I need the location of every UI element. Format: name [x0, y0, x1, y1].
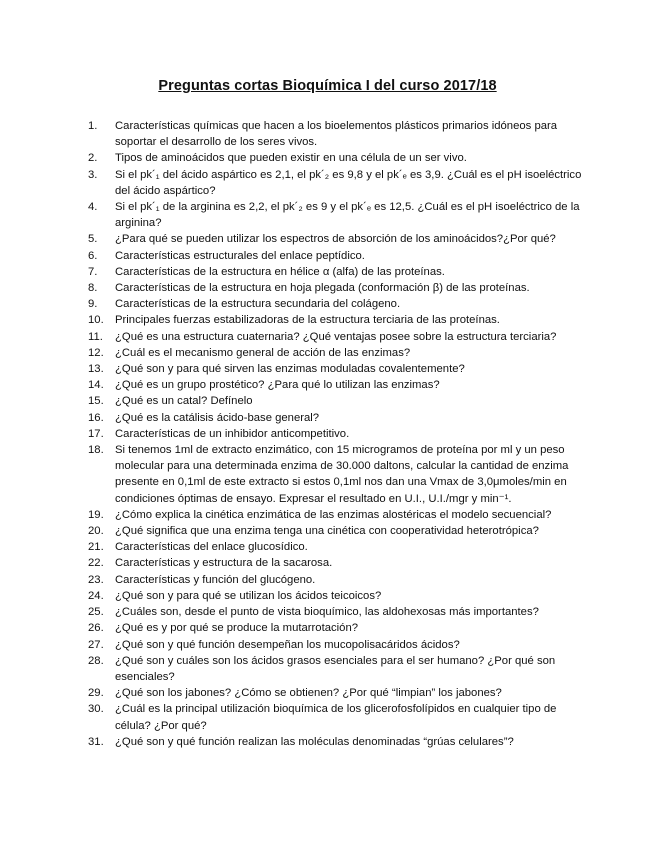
- list-item: [88, 572, 583, 588]
- question-number: 27.: [88, 638, 104, 651]
- question-text: ¿Qué son y cuáles son los ácidos grasos esenciales para el ser humano? ¿Por qué son esenciales?: [115, 654, 556, 683]
- question-text: Características de la estructura en hoja plegada (conformación β) de las proteínas.: [115, 282, 530, 295]
- question-number: 1.: [88, 120, 98, 132]
- list-item: [88, 426, 583, 442]
- question-number: 20.: [88, 525, 104, 538]
- list-item: [88, 393, 583, 409]
- list-item: [88, 539, 583, 555]
- question-text: ¿Qué es un catal? Defínelo: [115, 395, 253, 408]
- question-number: 5.: [88, 233, 98, 246]
- question-number: 18.: [88, 444, 104, 457]
- question-number: 7.: [88, 265, 98, 278]
- question-number: 23.: [88, 573, 104, 586]
- list-item: [88, 555, 583, 571]
- list-item: [88, 377, 583, 393]
- question-number: 8.: [88, 282, 98, 295]
- question-number: 21.: [88, 541, 104, 554]
- question-text: Si el pk´₁ de la arginina es 2,2, el pk´₂ es 9 y el pk´ₑ es 12,5. ¿Cuál es el pH isoeléctrico de la arginina?: [115, 201, 580, 230]
- question-number: 9.: [88, 298, 98, 311]
- question-text: ¿Qué son los jabones? ¿Cómo se obtienen? ¿Por qué “limpian” los jabones?: [115, 687, 502, 700]
- list-item: [88, 588, 583, 604]
- question-text: Características y función del glucógeno.: [115, 573, 316, 586]
- list-item: [88, 701, 583, 733]
- list-item: [88, 507, 583, 523]
- list-item: [88, 345, 583, 361]
- question-text: ¿Qué es y por qué se produce la mutarrotación?: [115, 622, 359, 635]
- list-item: [88, 264, 583, 280]
- question-text: Características de la estructura secundaria del colágeno.: [115, 298, 401, 311]
- question-number: 29.: [88, 687, 104, 700]
- question-number: 15.: [88, 395, 104, 408]
- list-item: [88, 604, 583, 620]
- question-text: ¿Cuál es la principal utilización bioquímica de los glicerofosfolípidos en cualquier tipo de célula? ¿Por qué?: [115, 703, 557, 732]
- question-number: 22.: [88, 557, 104, 570]
- question-text: ¿Cómo explica la cinética enzimática de las enzimas alostéricas el modelo secuencial?: [115, 508, 552, 521]
- question-number: 10.: [88, 314, 104, 327]
- question-text: Características de la estructura en hélice α (alfa) de las proteínas.: [115, 265, 445, 278]
- question-number: 24.: [88, 589, 104, 602]
- question-text: Características del enlace glucosídico.: [115, 541, 308, 554]
- question-number: 13.: [88, 363, 104, 376]
- question-text: ¿Qué es una estructura cuaternaria? ¿Qué ventajas posee sobre la estructura terciaria?: [115, 330, 557, 343]
- list-item: [88, 410, 583, 426]
- question-number: 17.: [88, 427, 104, 440]
- question-text: ¿Cuáles son, desde el punto de vista bioquímico, las aldohexosas más importantes?: [115, 606, 539, 619]
- question-number: 4.: [88, 201, 98, 214]
- question-number: 6.: [88, 249, 98, 262]
- question-text: ¿Qué son y qué función desempeñan los mucopolisacáridos ácidos?: [115, 638, 460, 651]
- question-number: 11.: [88, 330, 103, 343]
- question-text: Si tenemos 1ml de extracto enzimático, con 15 microgramos de proteína por ml y un peso molecular para una determinada enzima de 30.000 daltons, calcular la cantidad de enzima presente en 0,1ml de este extracto si estos 0,1ml nos dan una Vmax de 3,0μmoles/min en condiciones óptimas de ensayo. Expresar el resultado en U.I., U.I./mgr y min⁻¹.: [115, 444, 569, 505]
- question-text: Características y estructura de la sacarosa.: [115, 557, 333, 570]
- list-item: [88, 329, 583, 345]
- question-number: 30.: [88, 703, 104, 716]
- list-item: [88, 248, 583, 264]
- list-item: [88, 199, 583, 231]
- question-text: ¿Cuál es el mecanismo general de acción de las enzimas?: [115, 346, 411, 359]
- list-item: [88, 150, 583, 166]
- list-item: [88, 280, 583, 296]
- question-number: 28.: [88, 654, 104, 667]
- list-item: [88, 296, 583, 312]
- question-text: ¿Qué son y para qué sirven las enzimas moduladas covalentemente?: [115, 363, 465, 376]
- question-text: ¿Qué es un grupo prostético? ¿Para qué lo utilizan las enzimas?: [115, 379, 440, 392]
- list-item: [88, 734, 583, 750]
- question-text: Si el pk´₁ del ácido aspártico es 2,1, el pk´₂ es 9,8 y el pk´ₑ es 3,9. ¿Cuál es el pH isoeléctrico del ácido aspártico?: [115, 168, 582, 197]
- list-item: [88, 231, 583, 247]
- list-item: [88, 637, 583, 653]
- question-text: ¿Qué es la catálisis ácido-base general?: [115, 411, 320, 424]
- question-number: 2.: [88, 152, 98, 165]
- document-title: Preguntas cortas Bioquímica I del curso 2017/18: [158, 78, 497, 94]
- list-item: [88, 361, 583, 377]
- question-text: ¿Para qué se pueden utilizar los espectros de absorción de los aminoácidos?¿Por qué?: [115, 233, 556, 246]
- question-number: 12.: [88, 346, 104, 359]
- list-item: [88, 442, 583, 507]
- question-text: ¿Qué significa que una enzima tenga una cinética con cooperatividad heterotrópica?: [115, 525, 539, 538]
- question-text: ¿Qué son y qué función realizan las moléculas denominadas “grúas celulares”?: [115, 735, 514, 748]
- question-text: Tipos de aminoácidos que pueden existir en una célula de un ser vivo.: [115, 152, 467, 165]
- list-item: [88, 523, 583, 539]
- list-item: [88, 620, 583, 636]
- question-number: 3.: [88, 168, 98, 181]
- question-text: ¿Qué son y para qué se utilizan los ácidos teicoicos?: [115, 589, 382, 602]
- question-text: Características químicas que hacen a los bioelementos plásticos primarios idóneos para soportar el desarrollo de los seres vivos.: [115, 120, 558, 149]
- question-number: 25.: [88, 606, 104, 619]
- question-number: 19.: [88, 508, 104, 521]
- question-number: 31.: [88, 735, 104, 748]
- list-item: [88, 653, 583, 685]
- list-item: [88, 167, 583, 199]
- list-item: [88, 685, 583, 701]
- question-number: 14.: [88, 379, 104, 392]
- question-text: Características de un inhibidor anticompetitivo.: [115, 427, 350, 440]
- question-text: Principales fuerzas estabilizadoras de la estructura terciaria de las proteínas.: [115, 314, 500, 327]
- question-text: Características estructurales del enlace peptídico.: [115, 249, 365, 262]
- list-item: [88, 118, 583, 150]
- question-number: 16.: [88, 411, 104, 424]
- question-number: 26.: [88, 622, 104, 635]
- list-item: [88, 312, 583, 328]
- question-list: [88, 118, 583, 750]
